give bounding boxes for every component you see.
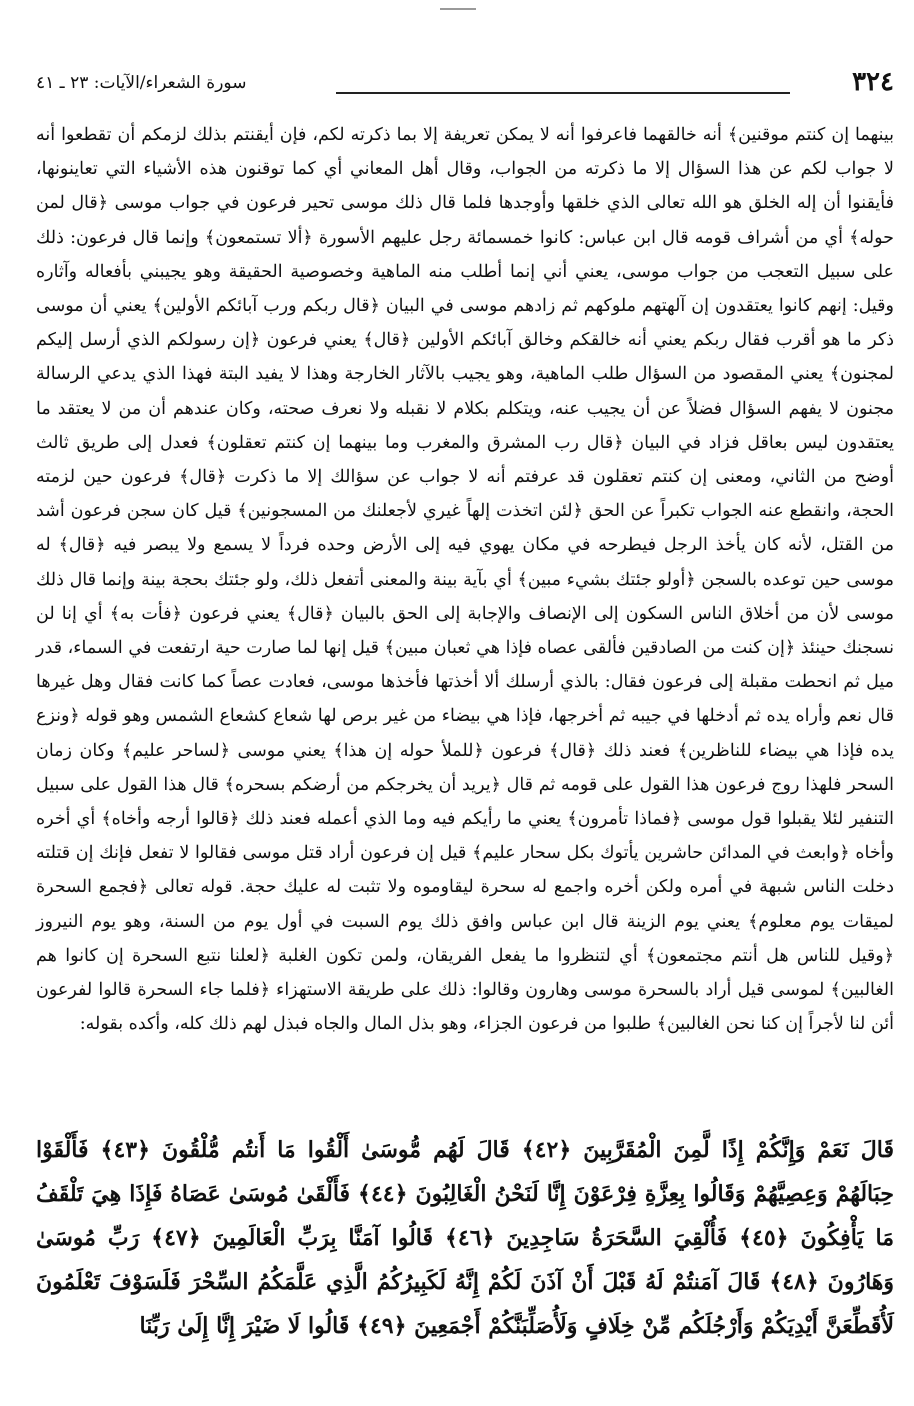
commentary-text: بينهما إن كنتم موقنين﴾ أنه خالقهما فاعرفوا أنه لا يمكن تعريفة إلا بما ذكرته لكم، فإن أيقنتم بذلك لزمكم أن تقطعوا أنه لا جواب لكم عن هذا السؤال إلا ما ذكرته من الجواب، وقال أهل المعاني أي كما توقنون هذه الأشياء التي تعاينونها، فأيقنوا أن إله الخلق هو الله تعالى الذي خلقها وأوجدها فلما قال ذلك موسى تحير فرعون في جواب موسى ﴿قال لمن حوله﴾ أي من أشراف قومه قال ابن عباس: كانوا خمسمائة رجل عليهم الأسورة ﴿ألا تستمعون﴾ وإنما قال فرعون: ذلك على سبيل التعجب من جواب موسى، يعني أني إنما أطلب منه الماهية وخصوصية الحقيقة وهو يجيبني بأفعاله وآثاره وقيل: إنهم كانوا يعتقدون إن آلهتهم ملوكهم ثم زادهم موسى في البيان ﴿قال ربكم ورب آبائكم الأولين﴾ يعني أن موسى ذكر ما هو أقرب فقال ربكم يعني أنه خالقكم وخالق آبائكم الأولين ﴿قال﴾ يعني فرعون ﴿إن رسولكم الذي أرسل إليكم لمجنون﴾ يعني المقصود من السؤال طلب الماهية، وهو يجيب بالآثار الخارجة وهذا لا يفيد البتة فهذا الذي يدعي الرسالة مجنون لا يفهم السؤال فضلاً عن أن يجيب عنه، ويتكلم بكلام لا نقبله ولا نعرف صحته، وكان عندهم أن من لا يعتقد ما يعتقدون ليس بعاقل فزاد في البيان ﴿قال رب المشرق والمغرب وما بينهما إن كنتم تعقلون﴾ فعدل إلى طريق ثالث أوضح من الثاني، ومعنى إن كنتم تعقلون قد عرفتم أنه لا جواب عن سؤالك إلا ما ذكرت ﴿قال﴾ فرعون حين لزمته الحجة، وانقطع عنه الجواب تكبراً عن الحق ﴿لئن اتخذت إلهاً غيري لأجعلنك من المسجونين﴾ قيل كان سجن فرعون أشد من القتل، لأنه كان يأخذ الرجل فيطرحه في مكان يهوي فيه إلى الأرض وحده فرداً لا يسمع ولا يبصر فيه ﴿قال﴾ له موسى حين توعده بالسجن ﴿أولو جئتك بشيء مبين﴾ أي بآية بينة والمعنى أتفعل ذلك، ولو جئتك بحجة بينة وإنما قال ذلك موسى لأن من أخلاق الناس السكون إلى الإنصاف والإجابة إلى الحق بالبيان ﴿قال﴾ يعني فرعون ﴿فأت به﴾ أي إنا لن نسجنك حينئذ ﴿إن كنت من الصادقين فألقى عصاه فإذا هي ثعبان مبين﴾ قيل إنها لما صارت حية ارتفعت في السماء، قدر ميل ثم انحطت مقبلة إلى فرعون فقال: بالذي أرسلك ألا أخذتها فأخذها موسى، فعادت عصاً كما كانت فقال وهل غيرها قال نعم وأراه يده ثم أدخلها في جيبه ثم أخرجها، فإذا هي بيضاء من غير برص لها شعاع كشعاع الشمس وهو قوله ﴿ونزع يده فإذا هي بيضاء للناظرين﴾ فعند ذلك ﴿قال﴾ فرعون ﴿للملأ حوله إن هذا﴾ يعني موسى ﴿لساحر عليم﴾ وكان زمان السحر فلهذا روج فرعون هذا القول على قومه ثم قال ﴿يريد أن يخرجكم من أرضكم بسحره﴾ قال هذا القول على سبيل التنفير لئلا يقبلوا قول موسى ﴿فماذا تأمرون﴾ يعني ما رأيكم فيه وما الذي أعمله فعند ذلك ﴿قالوا أرجه وأخاه﴾ أي أخره وأخاه ﴿وابعث في المدائن حاشرين يأتوك بكل سحار عليم﴾ قيل إن فرعون أراد قتل موسى فقالوا لا تفعل فإنك إن قتلته دخلت الناس شبهة في أمره ولكن أخره واجمع له سحرة ليقاوموه ولا تثبت له عليك حجة. قوله تعالى ﴿فجمع السحرة لميقات يوم معلوم﴾ يعني يوم الزينة قال ابن عباس وافق ذلك يوم السبت في أول يوم من السنة، وهو يوم النيروز ﴿وقيل للناس هل أنتم مجتمعون﴾ أي لتنظروا ما يفعل الفريقان، ولمن تكون الغلبة ﴿لعلنا نتبع السحرة إن كانوا هم الغالبين﴾ لموسى قيل أراد بالسحرة موسى وهارون وقالوا: ذلك على طريقة الاستهزاء ﴿فلما جاء السحرة قالوا لفرعون أئن لنا لأجراً إن كنا نحن الغالبين﴾ طلبوا من فرعون الجزاء، وهو بذل المال والجاه فبذل لهم ذلك كله، وأكده بقوله: [36, 125, 894, 1035]
header-rule [336, 92, 790, 94]
quran-verses: قَالَ نَعَمْ وَإِنَّكُمْ إِذًا لَّمِنَ الْمُقَرَّبِينَ ﴿٤٢﴾ قَالَ لَهُم مُّوسَىٰ أَلْقُوا مَا أَنتُم مُّلْقُونَ ﴿٤٣﴾ فَأَلْقَوْا حِبَالَهُمْ وَعِصِيَّهُمْ وَقَالُوا بِعِزَّةِ فِرْعَوْنَ إِنَّا لَنَحْنُ الْغَالِبُونَ ﴿٤٤﴾ فَأَلْقَىٰ مُوسَىٰ عَصَاهُ فَإِذَا هِيَ تَلْقَفُ مَا يَأْفِكُونَ ﴿٤٥﴾ فَأُلْقِيَ السَّحَرَةُ سَاجِدِينَ ﴿٤٦﴾ قَالُوا آمَنَّا بِرَبِّ الْعَالَمِينَ ﴿٤٧﴾ رَبِّ مُوسَىٰ وَهَارُونَ ﴿٤٨﴾ قَالَ آمَنتُمْ لَهُ قَبْلَ أَنْ آذَنَ لَكُمْ إِنَّهُ لَكَبِيرُكُمُ الَّذِي عَلَّمَكُمُ السِّحْرَ فَلَسَوْفَ تَعْلَمُونَ لَأُقَطِّعَنَّ أَيْدِيَكُمْ وَأَرْجُلَكُم مِّنْ خِلَافٍ وَلَأُصَلِّبَنَّكُمْ أَجْمَعِينَ ﴿٤٩﴾ قَالُوا لَا ضَيْرَ إِنَّا إِلَىٰ رَبِّنَا [36, 1137, 894, 1339]
running-header [36, 64, 894, 104]
page-number: ٣٢٤ [852, 67, 894, 97]
header-title: سورة الشعراء/الآيات: ٢٣ ـ ٤١ [36, 73, 247, 93]
scan-mark [440, 8, 476, 10]
